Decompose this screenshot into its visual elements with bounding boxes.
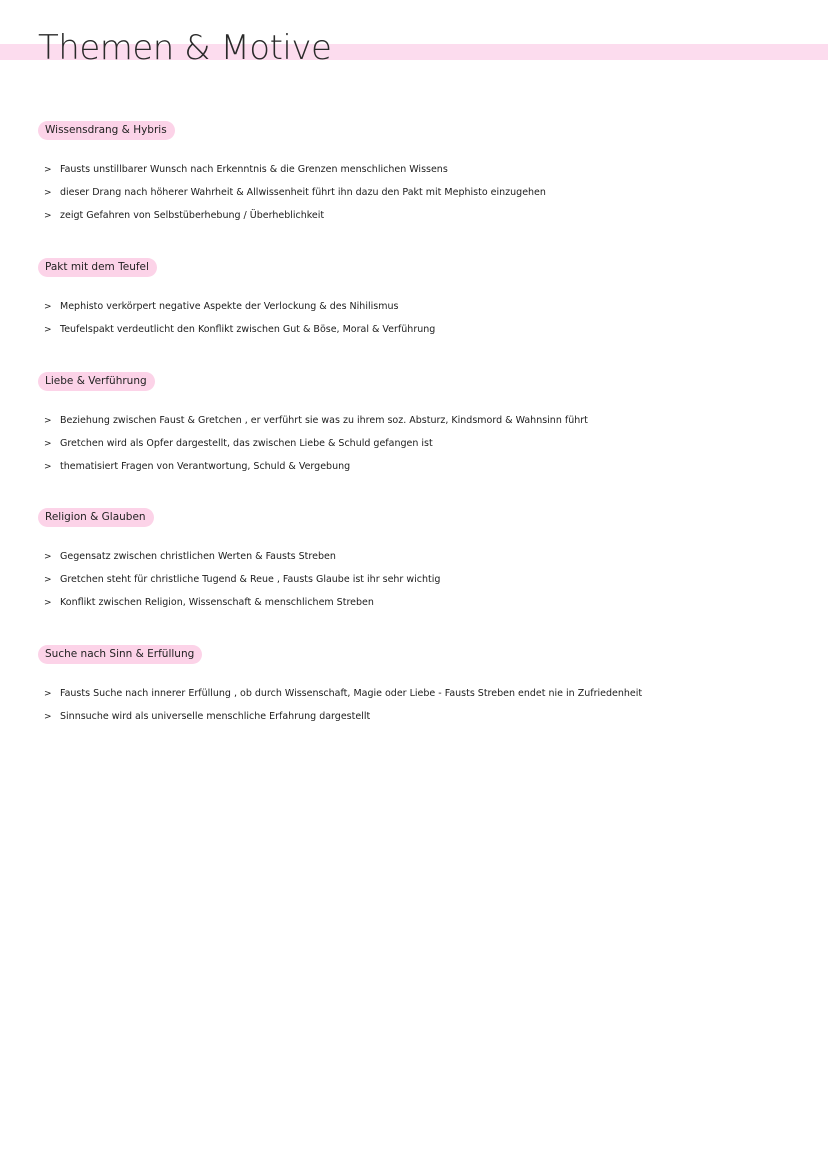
list-item [44, 209, 814, 232]
list-item [44, 460, 814, 483]
list-item-text: dieser Drang nach höherer Wahrheit & Allwissenheit führt ihn dazu den Pakt mit Mephisto einzugehen [60, 186, 546, 198]
list-item-text: Konflikt zwischen Religion, Wissenschaft & menschlichem Streben [60, 596, 374, 608]
section-heading: Religion & Glauben [38, 508, 154, 527]
list-item-text: Sinnsuche wird als universelle menschliche Erfahrung dargestellt [60, 710, 371, 722]
list-item [44, 186, 814, 209]
list-item-text: zeigt Gefahren von Selbstüberhebung / Überheblichkeit [60, 209, 325, 221]
bullet-list [44, 414, 814, 482]
chevron-right-icon: > [44, 165, 52, 175]
list-item-text: Gretchen wird als Opfer dargestellt, das zwischen Liebe & Schuld gefangen ist [60, 437, 433, 449]
chevron-right-icon: > [44, 324, 52, 335]
bullet-list [44, 550, 814, 618]
list-item-text: thematisiert Fragen von Verantwortung, Schuld & Vergebung [60, 460, 351, 472]
bullet-list [44, 687, 814, 733]
chevron-right-icon: > [44, 574, 52, 585]
list-item-text: Fausts unstillbarer Wunsch nach Erkenntnis & die Grenzen menschlichen Wissens [60, 164, 448, 175]
bullet-list [44, 163, 814, 231]
bullet-list [44, 300, 814, 346]
chevron-right-icon: > [44, 552, 52, 562]
chevron-right-icon: > [44, 461, 52, 472]
chevron-right-icon: > [44, 438, 52, 449]
chevron-right-icon: > [44, 711, 52, 722]
section-heading: Pakt mit dem Teufel [38, 258, 157, 277]
section-sinn [38, 642, 818, 722]
list-item [44, 437, 814, 460]
section-heading: Liebe & Verführung [38, 372, 155, 391]
page-title: Themen & Motive [38, 28, 332, 68]
list-item-text: Gegensatz zwischen christlichen Werten & Fausts Streben [60, 551, 336, 562]
section-heading: Suche nach Sinn & Erfüllung [38, 645, 202, 664]
chevron-right-icon: > [44, 416, 52, 426]
section-wissensdrang [38, 118, 818, 221]
section-heading: Wissensdrang & Hybris [38, 121, 175, 140]
list-item-text: Beziehung zwischen Faust & Gretchen , er verführt sie was zu ihrem soz. Absturz, Kindsmord & Wahnsinn führt [60, 415, 588, 426]
list-item [44, 596, 814, 619]
list-item [44, 163, 814, 186]
section-liebe [38, 369, 818, 472]
chevron-right-icon: > [44, 689, 52, 699]
list-item-text: Teufelspakt verdeutlicht den Konflikt zwischen Gut & Böse, Moral & Verführung [60, 323, 436, 335]
list-item [44, 573, 814, 596]
section-religion [38, 505, 818, 608]
list-item [44, 687, 814, 710]
list-item-text: Fausts Suche nach innerer Erfüllung , ob durch Wissenschaft, Magie oder Liebe - Fausts Streben endet nie in Zufriedenheit [60, 688, 643, 699]
list-item [44, 323, 814, 346]
list-item [44, 414, 814, 437]
chevron-right-icon: > [44, 597, 52, 608]
chevron-right-icon: > [44, 302, 52, 312]
chevron-right-icon: > [44, 210, 52, 221]
list-item-text: Gretchen steht für christliche Tugend & Reue , Fausts Glaube ist ihr sehr wichtig [60, 573, 441, 585]
list-item [44, 300, 814, 323]
list-item-text: Mephisto verkörpert negative Aspekte der Verlockung & des Nihilismus [60, 301, 399, 312]
list-item [44, 710, 814, 733]
chevron-right-icon: > [44, 187, 52, 198]
list-item [44, 550, 814, 573]
section-pakt [38, 255, 818, 335]
